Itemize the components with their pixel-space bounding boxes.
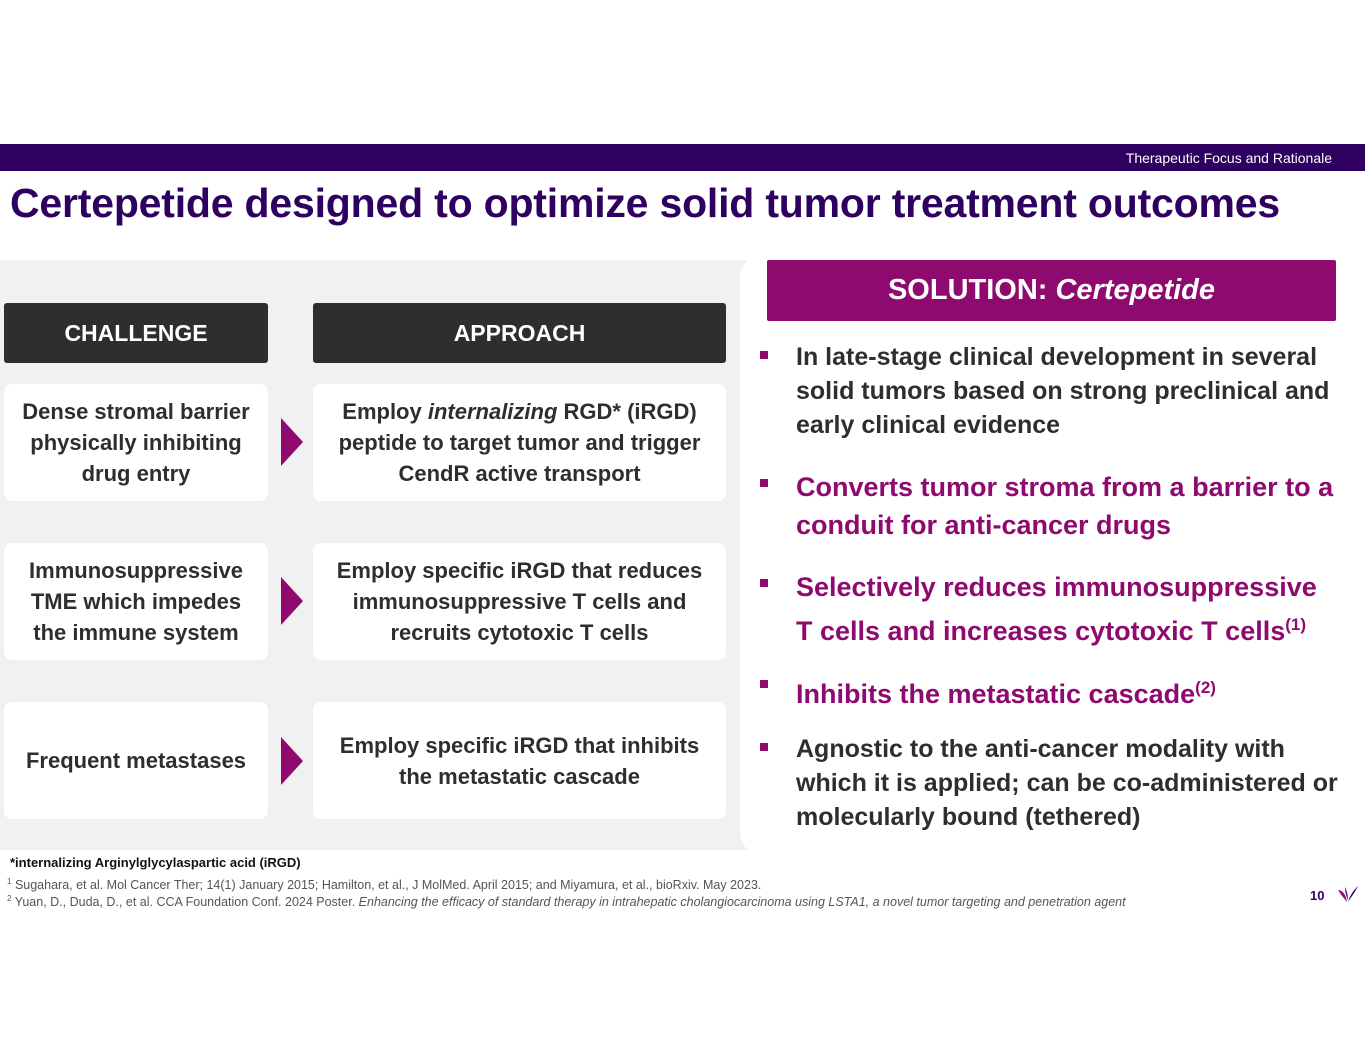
challenge-header: CHALLENGE bbox=[4, 303, 268, 363]
bullet-text: Selectively reduces immunosuppressive T cells and increases cytotoxic T cells$^{(1)}$ bbox=[796, 572, 1317, 646]
page-number: 10 bbox=[1310, 888, 1325, 903]
approach-text: Employ specific iRGD that reduces immunosuppressive T cells and recruits cytotoxic T cells bbox=[336, 558, 703, 645]
bullet-icon bbox=[760, 351, 768, 359]
chevron-right-icon bbox=[281, 418, 303, 466]
chevron-right-icon bbox=[281, 737, 303, 785]
challenge-card bbox=[4, 384, 268, 501]
approach-card bbox=[313, 702, 726, 819]
solution-bullet bbox=[760, 340, 1340, 442]
bullet-icon bbox=[760, 743, 768, 751]
approach-header: APPROACH bbox=[313, 303, 726, 363]
chevron-right-icon bbox=[281, 577, 303, 625]
solution-bullet bbox=[760, 669, 1340, 713]
bullet-text: Inhibits the metastatic cascade$^{(2)}$ bbox=[796, 678, 1216, 709]
section-label: Therapeutic Focus and Rationale bbox=[1125, 150, 1332, 166]
solution-label: SOLUTION: bbox=[887, 274, 1048, 306]
asterisk-footnote: *internalizing Arginylglycylaspartic acid (iRGD) bbox=[10, 855, 301, 870]
bullet-text: Agnostic to the anti-cancer modality with which it is applied; can be co-administered or molecularly bound (tethered) bbox=[796, 735, 1338, 831]
challenge-card bbox=[4, 543, 268, 660]
approach-card bbox=[313, 543, 726, 660]
reference-1: $^1$ Sugahara, et al. Mol Cancer Ther; 14(1) January 2015; Hamilton, et al., J MolMed. April 2015; and Miyamura, et al., bioRxiv. May 2023. bbox=[7, 877, 762, 893]
solution-bullet bbox=[760, 568, 1340, 650]
solution-name: Certepetide bbox=[1055, 274, 1216, 306]
top-banner bbox=[0, 144, 1365, 171]
reference-2: $^2$ Yuan, D., Duda, D., et al. CCA Foundation Conf. 2024 Poster. Enhancing the efficacy of standard therapy in intrahepatic cholangiocarcinoma using LSTA1, a novel tumor targeting and penetration agent bbox=[7, 894, 1126, 910]
challenge-text: Dense stromal barrier physically inhibiting drug entry bbox=[22, 399, 250, 486]
approach-card bbox=[313, 384, 726, 501]
challenge-text: Frequent metastases bbox=[25, 748, 247, 773]
company-logo-icon bbox=[1336, 884, 1360, 906]
bullet-icon bbox=[760, 479, 768, 487]
approach-text: Employ internalizing RGD* (iRGD) peptide to target tumor and trigger CendR active transport bbox=[338, 399, 701, 486]
solution-bullet bbox=[760, 732, 1340, 834]
bullet-text: In late-stage clinical development in several solid tumors based on strong preclinical and early clinical evidence bbox=[796, 343, 1330, 439]
challenge-text: Immunosuppressive TME which impedes the immune system bbox=[29, 558, 243, 645]
bullet-text: Converts tumor stroma from a barrier to a conduit for anti-cancer drugs bbox=[796, 472, 1334, 540]
solution-bullet bbox=[760, 468, 1340, 544]
bullet-icon bbox=[760, 579, 768, 587]
approach-text: Employ specific iRGD that inhibits the metastatic cascade bbox=[339, 732, 700, 789]
page-title: Certepetide designed to optimize solid tumor treatment outcomes bbox=[10, 180, 1280, 226]
bullet-icon bbox=[760, 680, 768, 688]
challenge-card bbox=[4, 702, 268, 819]
solution-header bbox=[767, 260, 1336, 321]
